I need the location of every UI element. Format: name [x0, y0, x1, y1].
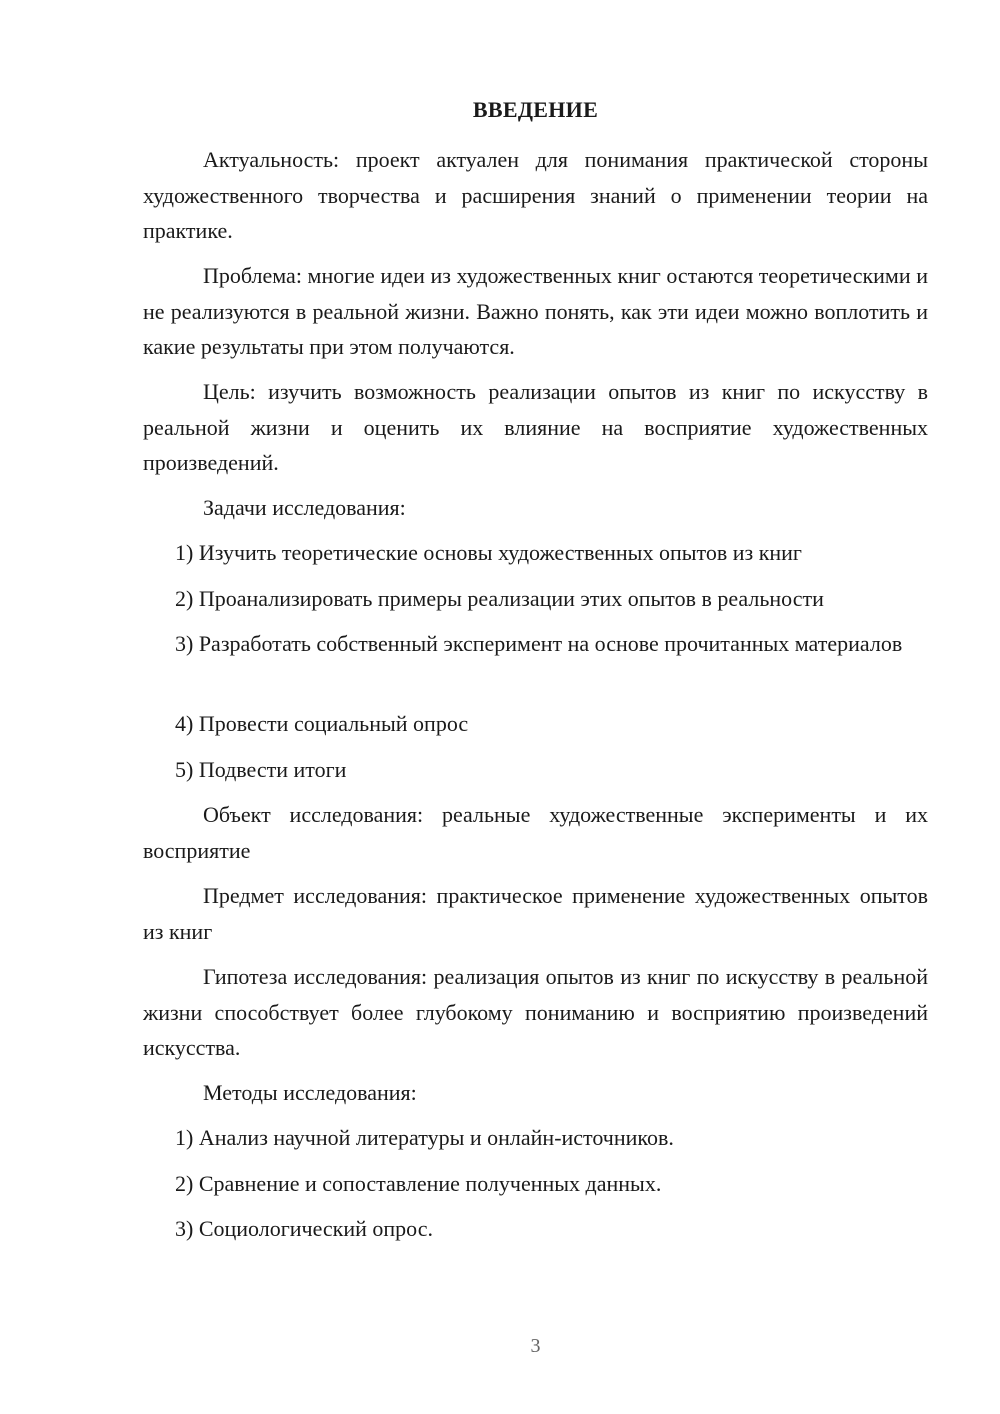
page-number: 3	[530, 1335, 541, 1357]
task-item: 3) Разработать собственный эксперимент на основе прочитанных материалов	[175, 631, 903, 656]
method-item: 2) Сравнение и сопоставление полученных данных.	[175, 1171, 662, 1196]
object-paragraph: Объект исследования: реальные художественные эксперименты и их восприятие	[143, 802, 928, 863]
subject-paragraph: Предмет исследования: практическое применение художественных опытов из книг	[143, 883, 928, 944]
relevance-paragraph: Актуальность: проект актуален для понимания практической стороны художественного творчества и расширения знаний о применении теории на практике.	[143, 147, 928, 243]
task-item: 2) Проанализировать примеры реализации этих опытов в реальности	[175, 586, 824, 611]
section-title: ВВЕДЕНИЕ	[472, 97, 599, 122]
task-item: 1) Изучить теоретические основы художественных опытов из книг	[175, 540, 802, 565]
method-item: 1) Анализ научной литературы и онлайн-источников.	[175, 1125, 674, 1150]
method-item: 3) Социологический опрос.	[175, 1216, 433, 1241]
methods-heading: Методы исследования:	[203, 1080, 417, 1105]
hypothesis-paragraph: Гипотеза исследования: реализация опытов из книг по искусству в реальной жизни способствует более глубокому пониманию и восприятию произведений искусства.	[143, 964, 928, 1060]
tasks-heading: Задачи исследования:	[203, 495, 406, 520]
problem-paragraph: Проблема: многие идеи из художественных книг остаются теоретическими и не реализуются в реальной жизни. Важно понять, как эти идеи можно воплотить и какие результаты при этом получаются.	[143, 263, 928, 359]
goal-paragraph: Цель: изучить возможность реализации опытов из книг по искусству в реальной жизни и оценить их влияние на восприятие художественных произведений.	[143, 379, 928, 475]
task-item: 4) Провести социальный опрос	[175, 711, 469, 736]
document-page	[143, 0, 928, 1414]
task-item: 5) Подвести итоги	[175, 757, 347, 782]
